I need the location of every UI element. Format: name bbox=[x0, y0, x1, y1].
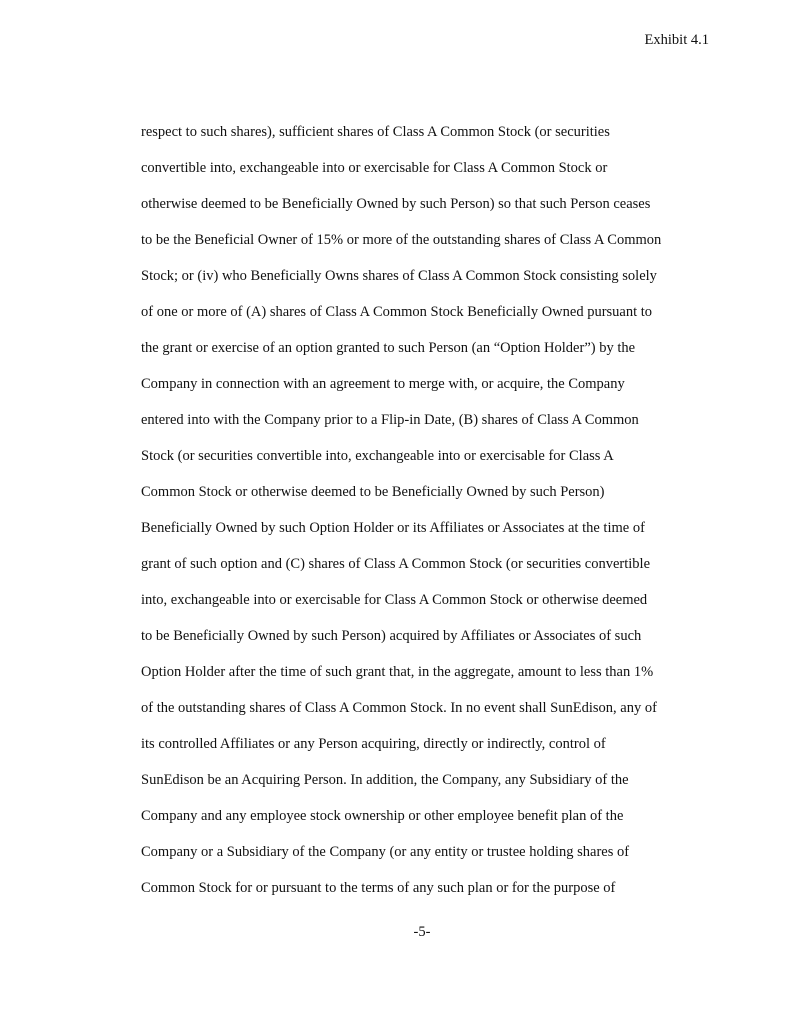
text-line: otherwise deemed to be Beneficially Owned by such Person) so that such Person ceases bbox=[141, 196, 651, 212]
text-line: Company and any employee stock ownership or other employee benefit plan of the bbox=[141, 808, 624, 824]
text-line: Option Holder after the time of such grant that, in the aggregate, amount to less than 1% bbox=[141, 664, 654, 680]
text-line: Common Stock or otherwise deemed to be Beneficially Owned by such Person) bbox=[141, 484, 605, 500]
text-line: SunEdison be an Acquiring Person. In addition, the Company, any Subsidiary of the bbox=[141, 772, 629, 788]
text-line: the grant or exercise of an option granted to such Person (an “Option Holder”) by the bbox=[141, 340, 636, 356]
exhibit-label: Exhibit 4.1 bbox=[644, 32, 709, 48]
text-line: of one or more of (A) shares of Class A Common Stock Beneficially Owned pursuant to bbox=[141, 304, 653, 320]
text-line: Company in connection with an agreement to merge with, or acquire, the Company bbox=[141, 376, 625, 392]
text-line: Common Stock for or pursuant to the terms of any such plan or for the purpose of bbox=[141, 880, 616, 896]
text-line: its controlled Affiliates or any Person acquiring, directly or indirectly, control of bbox=[141, 736, 606, 752]
page-number: -5- bbox=[413, 924, 431, 940]
body-text bbox=[141, 123, 661, 915]
text-line: Stock; or (iv) who Beneficially Owns shares of Class A Common Stock consisting solely bbox=[141, 268, 657, 284]
text-line: Beneficially Owned by such Option Holder or its Affiliates or Associates at the time of bbox=[141, 520, 645, 536]
text-line: respect to such shares), sufficient shares of Class A Common Stock (or securities bbox=[141, 124, 610, 140]
text-line: into, exchangeable into or exercisable for Class A Common Stock or otherwise deemed bbox=[141, 592, 648, 608]
text-line: of the outstanding shares of Class A Common Stock. In no event shall SunEdison, any of bbox=[141, 700, 657, 716]
text-line: Company or a Subsidiary of the Company (or any entity or trustee holding shares of bbox=[141, 844, 630, 860]
text-line: to be the Beneficial Owner of 15% or more of the outstanding shares of Class A Common bbox=[141, 232, 662, 248]
text-line: entered into with the Company prior to a Flip-in Date, (B) shares of Class A Common bbox=[141, 412, 639, 428]
text-line: grant of such option and (C) shares of Class A Common Stock (or securities convertible bbox=[141, 556, 651, 572]
text-line: to be Beneficially Owned by such Person) acquired by Affiliates or Associates of such bbox=[141, 628, 642, 644]
text-line: Stock (or securities convertible into, exchangeable into or exercisable for Class A bbox=[141, 448, 614, 464]
text-line: convertible into, exchangeable into or exercisable for Class A Common Stock or bbox=[141, 160, 608, 176]
